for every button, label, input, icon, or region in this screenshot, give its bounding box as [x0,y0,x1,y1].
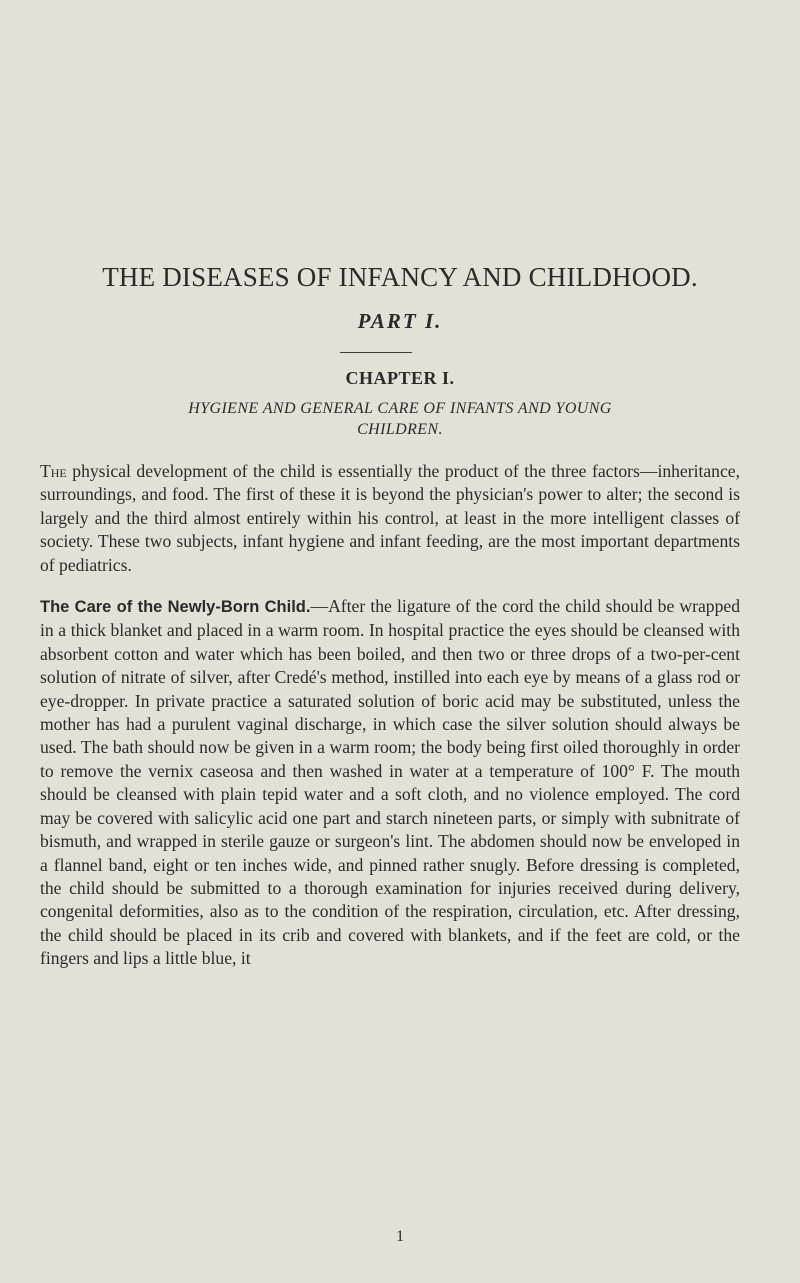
part-heading: PART I. [357,309,443,333]
paragraph-1-lead: The [40,461,67,481]
paragraph-2 [40,595,740,971]
paragraph-2-text: —After the ligature of the cord the child should be wrapped in a thick blanket and placed in a warm room. In hospital practice the eyes should be cleansed with absorbent cotton and water which has been boiled, and then two or three drops of a two-per-cent solution of nitrate of silver, after Credé's method, instilled into each eye by means of a glass rod or eye-dropper. In private practice a saturated solution of boric acid may be substituted, unless the mother has had a purulent vaginal discharge, in which case the silver solution should always be used. The bath should now be given in a warm room; the body being first oiled thoroughly in order to remove the vernix caseosa and then washed in water at a temperature of 100° F. The mouth should be cleansed with plain tepid water and a soft cloth, and no violence employed. The cord may be covered with salicylic acid one part and starch nineteen parts, or simply with subnitrate of bismuth, and wrapped in sterile gauze or surgeon's lint. The abdomen should now be enveloped in a flannel band, eight or ten inches wide, and pinned rather snugly. Before dressing is completed, the child should be submitted to a thorough examination for injuries received during delivery, congenital deformities, also as to the condition of the respiration, circulation, etc. After dressing, the child should be placed in its crib and covered with blankets, and if the feet are cold, or the fingers and lips a little blue, it [40,596,740,969]
book-title: THE DISEASES OF INFANCY AND CHILDHOOD. [102,262,698,292]
chapter-title-line1: HYGIENE AND GENERAL CARE OF INFANTS AND YOUNG [188,400,612,417]
chapter-title [40,398,760,440]
section-divider [340,352,412,353]
chapter-title-line2: CHILDREN. [357,421,443,438]
paragraph-1 [40,460,740,577]
body-text [40,460,740,971]
paragraph-1-text: physical development of the child is essentially the product of the three factors—inheritance, surroundings, and food. The first of these it is beyond the physician's power to alter; the second is largely and the third almost entirely within his control, at least in the more intelligent classes of society. These two subjects, infant hygiene and infant feeding, are the most important departments of pediatrics. [40,461,740,575]
chapter-heading: CHAPTER I. [345,368,455,388]
page-number: 1 [396,1228,404,1245]
section-heading: The Care of the Newly-Born Child. [40,598,311,617]
